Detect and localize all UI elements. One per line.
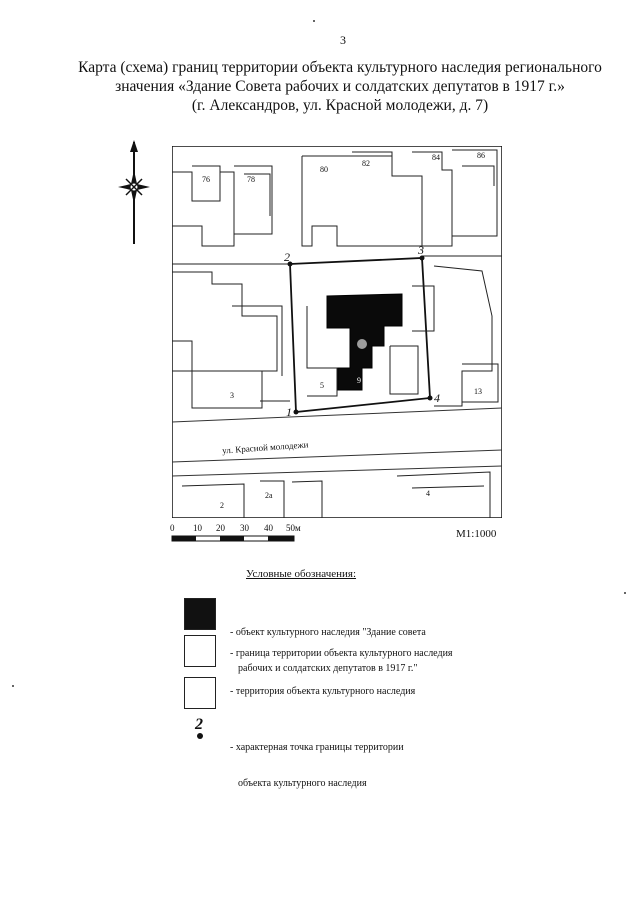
legend-item-object: - объект культурного наследия "Здание совета рабочих и солдатских депутатов в 1917 г." <box>230 627 426 674</box>
scale-tick-label: 50м <box>286 523 301 533</box>
scan-speck <box>12 685 14 687</box>
scan-speck <box>313 20 315 22</box>
legend-item-territory: - территория объекта культурного наследия <box>230 686 416 697</box>
house-number: 2 <box>220 501 224 510</box>
scale-tick-label: 10 <box>193 523 202 533</box>
scale-ratio: М1:1000 <box>456 528 497 540</box>
legend-swatch-object <box>184 598 216 630</box>
house-number: 78 <box>247 175 255 184</box>
house-number: 76 <box>202 175 210 184</box>
house-number: 2а <box>265 491 273 500</box>
legend-point-dot-icon <box>197 733 203 739</box>
legend-item-point: - характерная точка границы территории объекта культурного наследия <box>230 742 404 789</box>
scan-speck <box>624 592 626 594</box>
title-line-2: значения «Здание Совета рабочих и солдатских депутатов в 1917 г.» <box>115 78 565 95</box>
legend-title: Условные обозначения: <box>246 568 357 580</box>
map-title <box>60 58 620 115</box>
house-number: 80 <box>320 165 328 174</box>
boundary-point-label: 4 <box>434 391 440 405</box>
legend-point-symbol: 2 <box>195 716 203 733</box>
house-number: 4 <box>426 489 430 498</box>
scale-tick-label: 20 <box>216 523 225 533</box>
scale-tick-label: 0 <box>170 523 175 533</box>
title-line-1: Карта (схема) границ территории объекта культурного наследия регионального <box>78 59 602 76</box>
boundary-point-label: 1 <box>286 405 292 419</box>
house-number: 13 <box>474 387 482 396</box>
north-arrow-icon <box>118 140 150 246</box>
house-number: 5 <box>320 381 324 390</box>
boundary-point-label: 3 <box>418 243 424 257</box>
scale-bar <box>168 522 318 548</box>
legend-swatch-territory <box>184 677 216 709</box>
cadastral-map <box>172 146 502 518</box>
boundary-point-label: 2 <box>284 250 290 264</box>
scale-tick-label: 40 <box>264 523 273 533</box>
street-label: ул. Красной молодежи <box>221 439 309 456</box>
scale-tick-label: 30 <box>240 523 249 533</box>
house-number: 84 <box>432 153 440 162</box>
house-number: 82 <box>362 159 370 168</box>
title-line-3: (г. Александров, ул. Красной молодежи, д. 7) <box>191 97 489 114</box>
legend-item-boundary: - граница территории объекта культурного наследия <box>230 648 453 659</box>
legend-swatch-boundary <box>184 635 216 667</box>
house-number: 3 <box>230 391 234 400</box>
house-number: 9 <box>357 376 361 385</box>
house-number: 86 <box>477 151 485 160</box>
page-number: 3 <box>340 33 346 47</box>
